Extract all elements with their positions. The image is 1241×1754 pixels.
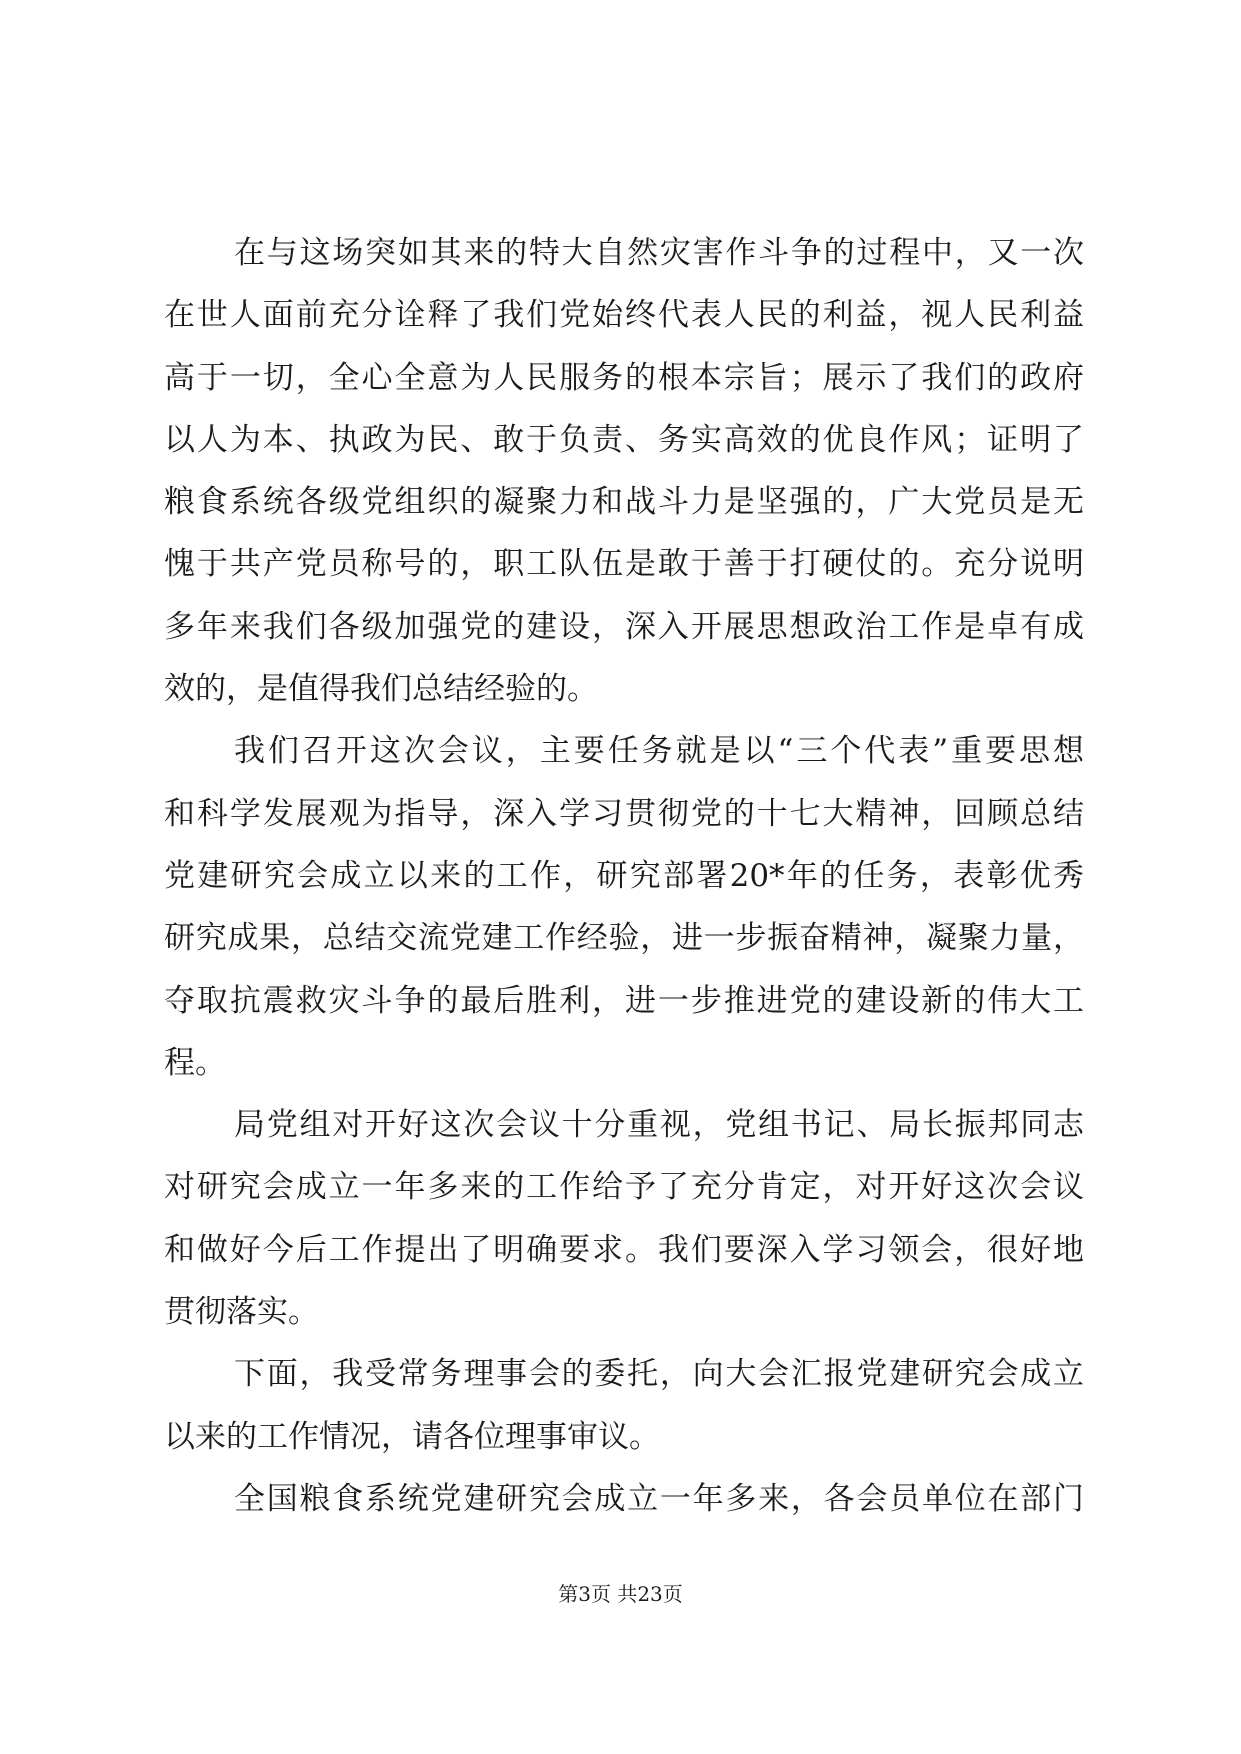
text-line: 下面，我受常务理事会的委托，向大会汇报党建研究会成立: [234, 1356, 1084, 1393]
text-line: 在与这场突如其来的特大自然灾害作斗争的过程中，又一次: [234, 235, 1084, 271]
text-line: 多年来我们各级加强党的建设，深入开展思想政治工作是卓有成: [164, 608, 1084, 645]
text-line: 贯彻落实。: [164, 1294, 319, 1331]
text-line: 以人为本、执政为民、敢于负责、务实高效的优良作风；证明了: [164, 421, 1084, 458]
text-line: 研究成果，总结交流党建工作经验，进一步振奋精神，凝聚力量，: [164, 920, 1084, 957]
text-line: 以来的工作情况，请各位理事审议。: [164, 1418, 660, 1455]
text-line: 夺取抗震救灾斗争的最后胜利，进一步推进党的建设新的伟大工: [164, 982, 1084, 1019]
text-line: 高于一切，全心全意为人民服务的根本宗旨；展示了我们的政府: [164, 359, 1084, 396]
text-line: 和做好今后工作提出了明确要求。我们要深入学习领会，很好地: [164, 1231, 1084, 1268]
text-line: 党建研究会成立以来的工作，研究部署20*年的任务，表彰优秀: [164, 857, 1084, 894]
text-line: 效的，是值得我们总结经验的。: [164, 671, 598, 708]
text-line: 在世人面前充分诠释了我们党始终代表人民的利益，视人民利益: [164, 297, 1084, 334]
text-line: 全国粮食系统党建研究会成立一年多来，各会员单位在部门: [234, 1480, 1084, 1517]
text-line: 我们召开这次会议，主要任务就是以“三个代表”重要思想: [234, 733, 1084, 770]
text-line: 粮食系统各级党组织的凝聚力和战斗力是坚强的，广大党员是无: [164, 484, 1084, 521]
text-line: 局党组对开好这次会议十分重视，党组书记、局长振邦同志: [234, 1107, 1084, 1144]
text-line: 愧于共产党员称号的，职工队伍是敢于善于打硬仗的。充分说明: [164, 546, 1084, 583]
text-line: 对研究会成立一年多来的工作给予了充分肯定，对开好这次会议: [164, 1169, 1084, 1206]
text-line: 和科学发展观为指导，深入学习贯彻党的十七大精神，回顾总结: [164, 795, 1084, 832]
text-line: 程。: [164, 1044, 226, 1081]
page-footer: 第3页 共23页: [558, 1582, 683, 1606]
document-body: [164, 222, 1084, 1530]
